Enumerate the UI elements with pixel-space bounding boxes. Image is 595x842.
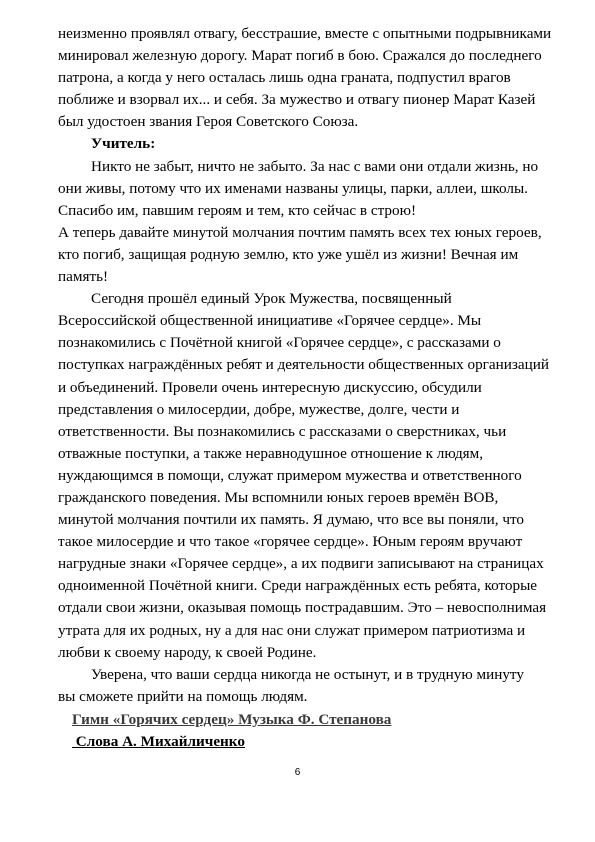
text-line: и объединений. Провели очень интересную дискуссию, обсудили — [58, 378, 482, 396]
text-line: Всероссийской общественной инициативе «Горячее сердце». Мы — [58, 312, 482, 330]
text-line: Сегодня прошёл единый Урок Мужества, посвященный — [91, 290, 452, 308]
text-line: любви к своему народу, к своей Родине. — [58, 643, 317, 661]
text-line: поближе и взорвал их... и себя. За мужество и отвагу пионер Марат Казей — [58, 91, 536, 109]
hymn-heading — [72, 709, 391, 753]
speaker-label: Учитель: — [91, 135, 156, 153]
text-line: вы сможете прийти на помощь людям. — [58, 687, 308, 705]
text-line: ответственности. Вы познакомились с рассказами о сверстниках, чьи — [58, 422, 507, 440]
text-line: представления о милосердии, добре, мужестве, долге, чести и — [58, 400, 460, 418]
text-line: отдали свои жизни, оказывая помощь пострадавшим. Это – невосполнимая — [58, 599, 547, 617]
text-line: патрона, а когда у него осталась лишь одна граната, подпустил врагов — [58, 69, 511, 87]
text-line: кто погиб, защищая родную землю, кто уже ушёл из жизни! Вечная им — [58, 245, 519, 263]
text-line: неизменно проявлял отвагу, бесстрашие, вместе с опытными подрывниками — [58, 25, 552, 42]
text-line: А теперь давайте минутой молчания почтим память всех тех юных героев, — [58, 223, 542, 241]
text-line: Уверена, что ваши сердца никогда не остынут, и в трудную минуту — [91, 665, 524, 683]
hymn-words-credit: Слова А. Михайличенко — [72, 733, 245, 750]
text-line: Никто не забыт, ничто не забыто. За нас с вами они отдали жизнь, но — [91, 157, 539, 175]
text-line: поступках награждённых ребят и деятельности общественных организаций — [58, 356, 550, 374]
text-line: они живы, потому что их именами названы улицы, парки, аллеи, школы. — [58, 179, 528, 197]
text-line: познакомились с Почётной книгой «Горячее сердце», с рассказами о — [58, 334, 501, 352]
text-line: отважные поступки, а также неравнодушное отношение к людям, — [58, 444, 484, 462]
text-line: был удостоен звания Героя Советского Союза. — [58, 113, 359, 131]
text-line: память! — [58, 268, 109, 286]
text-line: гражданского поведения. Мы вспомнили юных героев времён ВОВ, — [58, 488, 499, 506]
body-text — [58, 23, 552, 708]
text-line: нагрудные знаки «Горячее сердце», а их подвиги записывают на страницах — [58, 555, 544, 573]
text-line: такое милосердие и что такое «горячее сердце». Юным героям вручают — [58, 533, 523, 551]
text-line: минировал железную дорогу. Марат погиб в бою. Сражался до последнего — [58, 47, 542, 65]
text-line: минутой молчания почтили их память. Я думаю, что все вы поняли, что — [58, 511, 525, 529]
text-line: нуждающимся в помощи, служат примером мужества и ответственного — [58, 466, 522, 484]
text-line: одноименной Почётной книги. Среди награждённых есть ребята, которые — [58, 577, 538, 595]
text-line: Спасибо им, павшим героям и тем, кто сейчас в строю! — [58, 201, 416, 219]
page-number: 6 — [294, 767, 301, 778]
text-line: утрата для их родных, ну а для нас они служат примером патриотизма и — [58, 621, 526, 639]
hymn-title: Гимн «Горячих сердец» Музыка Ф. Степанова — [72, 711, 392, 728]
